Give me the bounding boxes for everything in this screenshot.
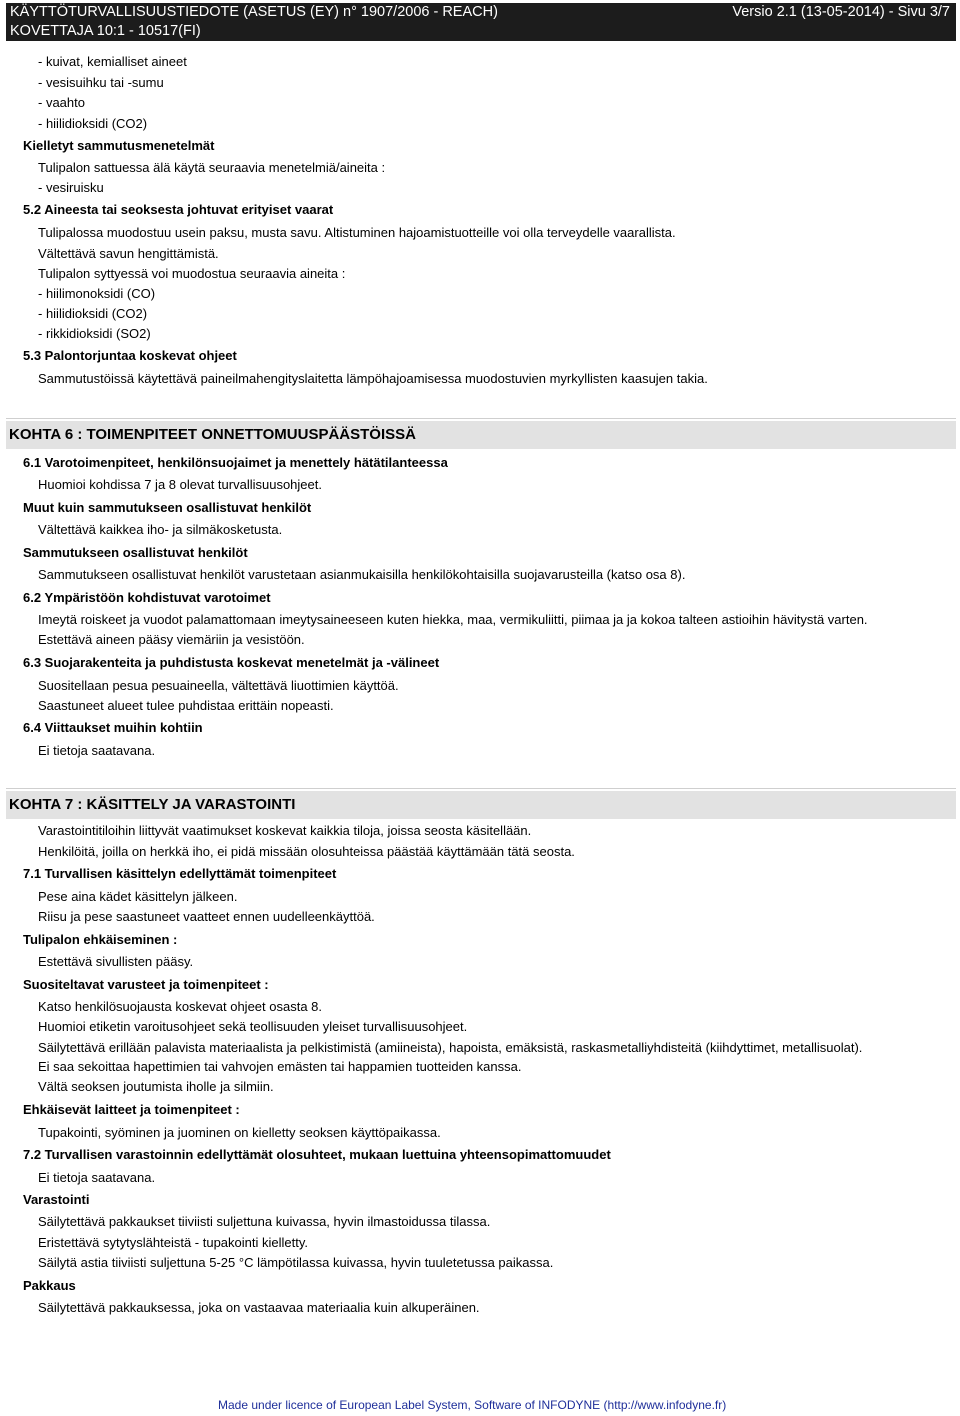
text-line: Estettävä aineen pääsy viemäriin ja vesistöön. bbox=[38, 632, 305, 647]
text-line: Suositellaan pesua pesuaineella, vältettävä liuottimien käyttöä. bbox=[38, 678, 399, 693]
text-line: Varastointitiloihin liittyvät vaatimukset koskevat kaikkia tiloja, joissa seosta käsitellään. bbox=[38, 823, 532, 838]
text-line: Saastuneet alueet tulee puhdistaa erittäin nopeasti. bbox=[38, 698, 334, 713]
text-line: Huomioi kohdissa 7 ja 8 olevat turvallisuusohjeet. bbox=[38, 477, 322, 492]
section-heading-7 bbox=[6, 791, 956, 819]
text-line: - hiilidioksidi (CO2) bbox=[38, 306, 148, 321]
text-line: Tulipalon syttyessä voi muodostua seuraavia aineita : bbox=[38, 266, 346, 281]
text-line: Eristettävä sytytyslähteistä - tupakointi kielletty. bbox=[38, 1235, 308, 1250]
subheading: 6.3 Suojarakenteita ja puhdistusta koskevat menetelmät ja -välineet bbox=[23, 655, 440, 670]
subheading: 6.4 Viittaukset muihin kohtiin bbox=[23, 720, 203, 735]
subheading: 5.2 Aineesta tai seoksesta johtuvat erityiset vaarat bbox=[23, 202, 334, 217]
text-line: - hiilimonoksidi (CO) bbox=[38, 286, 156, 301]
text-line: Vältettävä savun hengittämistä. bbox=[38, 246, 219, 261]
text-line: Säilytettävä pakkaukset tiiviisti suljettuna kuivassa, hyvin ilmastoidussa tilassa. bbox=[38, 1214, 491, 1229]
subheading: 7.2 Turvallisen varastoinnin edellyttämät olosuhteet, mukaan luettuina yhteensopimattomuudet bbox=[23, 1147, 611, 1162]
text-line: Tulipalon sattuessa älä käytä seuraavia menetelmiä/aineita : bbox=[38, 160, 386, 175]
text-line: - kuivat, kemialliset aineet bbox=[38, 54, 187, 69]
header-version: Versio 2.1 (13-05-2014) - Sivu 3/7 bbox=[732, 4, 950, 20]
text-line: Ei tietoja saatavana. bbox=[38, 743, 156, 758]
section-title: KOHTA 6 : TOIMENPITEET ONNETTOMUUSPÄÄSTÖISSÄ bbox=[9, 426, 416, 443]
text-line: Säilytettävä pakkauksessa, joka on vastaavaa materiaalia kuin alkuperäinen. bbox=[38, 1300, 480, 1315]
subheading: 6.2 Ympäristöön kohdistuvat varotoimet bbox=[23, 590, 271, 605]
text-line: Sammutukseen osallistuvat henkilöt varustetaan asianmukaisilla henkilökohtaisilla suojavarusteilla (katso osa 8). bbox=[38, 567, 686, 582]
subheading: Varastointi bbox=[23, 1192, 90, 1207]
header-product: KOVETTAJA 10:1 - 10517(FI) bbox=[10, 23, 201, 39]
text-line: Sammutustöissä käytettävä paineilmahengityslaitetta lämpöhajoamisessa muodostuvien myrkyllisten kaasujen takia. bbox=[38, 371, 708, 386]
text-line: Säilytettävä erillään palavista materiaalista ja pelkistimistä (amiineista), hapoista, emäksistä, raskasmetalliyhdisteitä (kiihdyttimet, metallisuolat). bbox=[38, 1040, 863, 1055]
text-line: Pese aina kädet käsittelyn jälkeen. bbox=[38, 889, 238, 904]
section-divider bbox=[6, 788, 956, 789]
text-line: - rikkidioksidi (SO2) bbox=[38, 326, 151, 341]
text-line: Henkilöitä, joilla on herkkä iho, ei pidä missään olosuhteissa päästää käyttämään tätä seosta. bbox=[38, 844, 575, 859]
text-line: - vesiruisku bbox=[38, 180, 104, 195]
text-line: Vältä seoksen joutumista iholle ja silmiin. bbox=[38, 1079, 274, 1094]
subheading: Kielletyt sammutusmenetelmät bbox=[23, 138, 215, 153]
text-line: Ei tietoja saatavana. bbox=[38, 1170, 156, 1185]
header-title: KÄYTTÖTURVALLISUUSTIEDOTE (ASETUS (EY) n° 1907/2006 - REACH) bbox=[10, 4, 498, 20]
subheading: 5.3 Palontorjuntaa koskevat ohjeet bbox=[23, 348, 237, 363]
subheading: Muut kuin sammutukseen osallistuvat henkilöt bbox=[23, 500, 312, 515]
text-line: - vaahto bbox=[38, 95, 85, 110]
subheading: 6.1 Varotoimenpiteet, henkilönsuojaimet ja menettely hätätilanteessa bbox=[23, 455, 448, 470]
text-line: Imeytä roiskeet ja vuodot palamattomaan imeytysaineeseen kuten hiekka, maa, vermikuliitti, piimaa ja ja kokoa talteen astioihin hävitystä varten. bbox=[38, 612, 868, 627]
subheading: 7.1 Turvallisen käsittelyn edellyttämät toimenpiteet bbox=[23, 866, 337, 881]
section-divider bbox=[6, 418, 956, 419]
text-line: Katso henkilösuojausta koskevat ohjeet osasta 8. bbox=[38, 999, 323, 1014]
text-line: Säilytä astia tiiviisti suljettuna 5-25 °C lämpötilassa kuivassa, hyvin tuuletetussa paikassa. bbox=[38, 1255, 554, 1270]
text-line: Vältettävä kaikkea iho- ja silmäkosketusta. bbox=[38, 522, 283, 537]
text-line: Tulipalossa muodostuu usein paksu, musta savu. Altistuminen hajoamistuotteille voi olla terveydelle vaarallista. bbox=[38, 225, 676, 240]
subheading: Pakkaus bbox=[23, 1278, 76, 1293]
footer-text: Made under licence of European Label System, Software of INFODYNE (http://www.infodyne.fr) bbox=[218, 1398, 727, 1412]
text-line: Estettävä sivullisten pääsy. bbox=[38, 954, 194, 969]
text-line: Tupakointi, syöminen ja juominen on kielletty seoksen käyttöpaikassa. bbox=[38, 1125, 441, 1140]
text-line: Huomioi etiketin varoitusohjeet sekä teollisuuden yleiset turvallisuusohjeet. bbox=[38, 1019, 468, 1034]
text-line: Riisu ja pese saastuneet vaatteet ennen uudelleenkäyttöä. bbox=[38, 909, 375, 924]
section-heading-6 bbox=[6, 421, 956, 449]
text-line: Ei saa sekoittaa hapettimien tai vahvojen emästen tai happamien tuotteiden kanssa. bbox=[38, 1059, 522, 1074]
text-line: - hiilidioksidi (CO2) bbox=[38, 116, 148, 131]
document-header bbox=[6, 3, 956, 41]
text-line: - vesisuihku tai -sumu bbox=[38, 75, 164, 90]
subheading: Sammutukseen osallistuvat henkilöt bbox=[23, 545, 248, 560]
section-title: KOHTA 7 : KÄSITTELY JA VARASTOINTI bbox=[9, 796, 296, 813]
subheading: Suositeltavat varusteet ja toimenpiteet : bbox=[23, 977, 269, 992]
subheading: Tulipalon ehkäiseminen : bbox=[23, 932, 178, 947]
subheading: Ehkäisevät laitteet ja toimenpiteet : bbox=[23, 1102, 240, 1117]
